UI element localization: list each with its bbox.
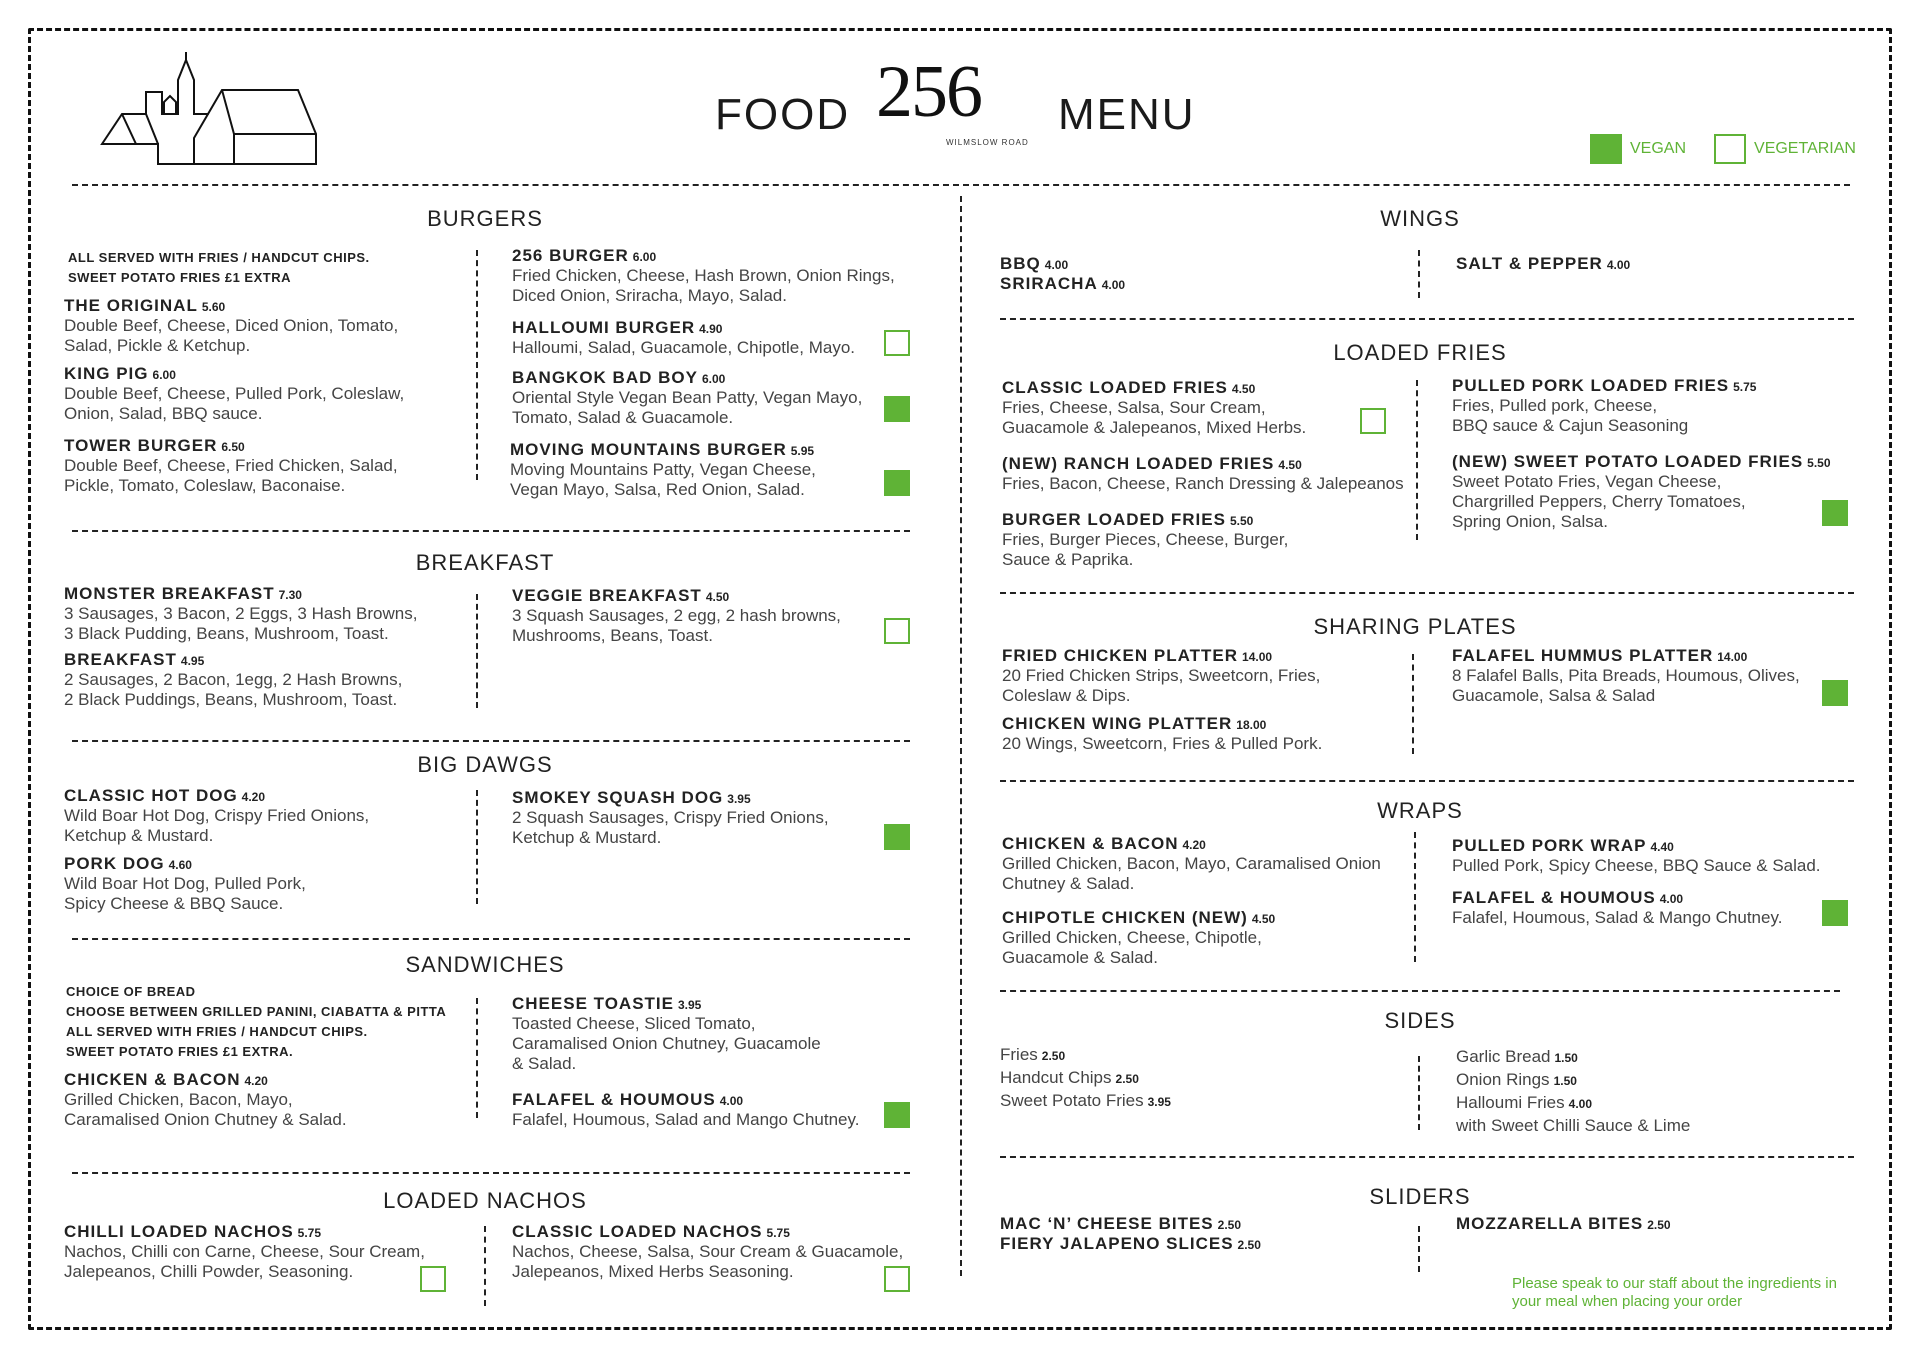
menu-item: CHILLI LOADED NACHOS 5.75 Nachos, Chilli con Carne, Cheese, Sour Cream, Jalepeanos, Chilli Powder, Seasoning.: [64, 1222, 425, 1281]
menu-item: CLASSIC LOADED NACHOS 5.75 Nachos, Cheese, Salsa, Sour Cream & Guacamole, Jalepeanos, Mixed Herbs Seasoning.: [512, 1222, 904, 1281]
divider: [1000, 780, 1854, 782]
menu-item: 256 BURGER 6.00 Fried Chicken, Cheese, Hash Brown, Onion Rings, Diced Onion, Sriracha, Mayo, Salad.: [512, 246, 895, 305]
vegetarian-marker-icon: [1360, 408, 1386, 434]
divider: [1000, 1156, 1854, 1158]
divider: [1000, 592, 1854, 594]
section-title-burgers: BURGERS: [427, 206, 543, 231]
divider: [72, 740, 910, 742]
section-title-wraps: WRAPS: [1377, 798, 1463, 823]
menu-item: CHICKEN WING PLATTER 18.00 20 Wings, Sweetcorn, Fries & Pulled Pork.: [1002, 714, 1323, 753]
menu-item: FRIED CHICKEN PLATTER 14.00 20 Fried Chicken Strips, Sweetcorn, Fries, Coleslaw & Dips.: [1002, 646, 1321, 705]
vegan-marker-icon: [884, 470, 910, 496]
menu-item: CHEESE TOASTIE 3.95 Toasted Cheese, Sliced Tomato, Caramalised Onion Chutney, Guacamole & Salad.: [512, 994, 821, 1073]
vegetarian-marker-icon: [884, 618, 910, 644]
legend-vegetarian: VEGETARIAN: [1754, 140, 1856, 157]
breakfast-divider: [476, 594, 478, 708]
section-title-sandwiches: SANDWICHES: [405, 952, 565, 977]
vegan-marker-icon: [1822, 680, 1848, 706]
menu-item: FALAFEL HUMMUS PLATTER 14.00 8 Falafel Balls, Pita Breads, Houmous, Olives, Guacamole, Salsa & Salad: [1452, 646, 1800, 705]
divider: [1000, 990, 1840, 992]
logo-number: 256: [876, 51, 981, 133]
menu-item: CLASSIC HOT DOG 4.20 Wild Boar Hot Dog, Crispy Fried Onions, Ketchup & Mustard.: [64, 786, 370, 845]
section-title-breakfast: BREAKFAST: [415, 550, 555, 575]
menu-item: BBQ 4.00 SRIRACHA 4.00: [1000, 254, 1126, 293]
legend-vegan: VEGAN: [1630, 140, 1687, 157]
vegetarian-marker-icon: [884, 1266, 910, 1292]
vegan-marker-icon: [884, 1102, 910, 1128]
brand-logo: [870, 50, 1040, 170]
divider: [72, 1172, 910, 1174]
divider: [72, 938, 910, 940]
menu-item: HALLOUMI BURGER 4.90 Halloumi, Salad, Guacamole, Chipotle, Mayo.: [512, 318, 855, 357]
wraps-divider: [1414, 832, 1416, 962]
menu-item: BREAKFAST 4.95 2 Sausages, 2 Bacon, 1egg, 2 Hash Browns, 2 Black Puddings, Beans, Mushroom, Toast.: [64, 650, 403, 709]
menu-item: FALAFEL & HOUMOUS 4.00 Falafel, Houmous, Salad & Mango Chutney.: [1452, 888, 1783, 927]
logo-subtitle: WILMSLOW ROAD: [946, 138, 1029, 147]
vegan-marker-icon: [1822, 500, 1848, 526]
vegetarian-marker-icon: [420, 1266, 446, 1292]
menu-item: MOZZARELLA BITES 2.50: [1456, 1214, 1671, 1233]
menu-header: [60, 44, 1860, 174]
menu-item: BANGKOK BAD BOY 6.00 Oriental Style Vegan Bean Patty, Vegan Mayo, Tomato, Salad & Guacamole.: [512, 368, 863, 427]
menu-item: TOWER BURGER 6.50 Double Beef, Cheese, Fried Chicken, Salad, Pickle, Tomato, Coleslaw, Baconaise.: [64, 436, 398, 495]
section-title-big-dawgs: BIG DAWGS: [417, 752, 553, 777]
divider: [72, 530, 910, 532]
column-divider: [960, 196, 962, 1276]
menu-item: (NEW) SWEET POTATO LOADED FRIES 5.50 Sweet Potato Fries, Vegan Cheese, Chargrilled Peppers, Cherry Tomatoes, Spring Onion, Salsa.: [1452, 452, 1831, 531]
section-title-sides: SIDES: [1384, 1008, 1456, 1033]
sandwiches-fries-note: ALL SERVED WITH FRIES / HANDCUT CHIPS. SWEET POTATO FRIES £1 EXTRA.: [66, 1024, 368, 1059]
dawgs-divider: [476, 790, 478, 904]
allergen-note: Please speak to our staff about the ingredients in your meal when placing your order: [1512, 1275, 1837, 1310]
section-title-loaded-nachos: LOADED NACHOS: [383, 1188, 587, 1213]
sharing-divider: [1412, 654, 1414, 754]
burgers-note: ALL SERVED WITH FRIES / HANDCUT CHIPS. SWEET POTATO FRIES £1 EXTRA: [68, 250, 370, 285]
menu-item: MAC ‘N’ CHEESE BITES 2.50 FIERY JALAPENO SLICES 2.50: [1000, 1214, 1261, 1253]
menu-item: VEGGIE BREAKFAST 4.50 3 Squash Sausages, 2 egg, 2 hash browns, Mushrooms, Beans, Toast.: [512, 586, 841, 645]
sides-list-right: Garlic Bread 1.50 Onion Rings 1.50 Halloumi Fries 4.00 with Sweet Chilli Sauce & Lime: [1456, 1047, 1691, 1135]
menu-item: MONSTER BREAKFAST 7.30 3 Sausages, 3 Bacon, 2 Eggs, 3 Hash Browns, 3 Black Pudding, Beans, Mushroom, Toast.: [64, 584, 418, 643]
menu-item: PORK DOG 4.60 Wild Boar Hot Dog, Pulled Pork, Spicy Cheese & BBQ Sauce.: [64, 854, 306, 913]
sandwiches-bread-note: CHOICE OF BREAD CHOOSE BETWEEN GRILLED PANINI, CIABATTA & PITTA: [66, 984, 447, 1019]
divider: [72, 184, 1850, 186]
burgers-divider: [476, 250, 478, 480]
building-logo-icon: [98, 50, 318, 168]
diet-legend: [1590, 134, 1876, 164]
section-title-wings: WINGS: [1380, 206, 1460, 231]
menu-item: FALAFEL & HOUMOUS 4.00 Falafel, Houmous, Salad and Mango Chutney.: [512, 1090, 860, 1129]
menu-item: CLASSIC LOADED FRIES 4.50 Fries, Cheese, Salsa, Sour Cream, Guacamole & Jalepeanos, Mixed Herbs.: [1002, 378, 1307, 437]
menu-item: KING PIG 6.00 Double Beef, Cheese, Pulled Pork, Coleslaw, Onion, Salad, BBQ sauce.: [64, 364, 405, 423]
vegetarian-marker-icon: [884, 330, 910, 356]
menu-item: MOVING MOUNTAINS BURGER 5.95 Moving Mountains Patty, Vegan Cheese, Vegan Mayo, Salsa, Red Onion, Salad.: [510, 440, 816, 499]
menu-item: CHIPOTLE CHICKEN (NEW) 4.50 Grilled Chicken, Cheese, Chipotle, Guacamole & Salad.: [1002, 908, 1276, 967]
fries-divider: [1416, 380, 1418, 540]
vegan-marker-icon: [884, 396, 910, 422]
vegetarian-swatch-icon: [1714, 134, 1746, 164]
menu-item: PULLED PORK WRAP 4.40 Pulled Pork, Spicy Cheese, BBQ Sauce & Salad.: [1452, 836, 1821, 875]
menu-item: PULLED PORK LOADED FRIES 5.75 Fries, Pulled pork, Cheese, BBQ sauce & Cajun Seasoning: [1452, 376, 1757, 435]
sandwiches-divider: [476, 998, 478, 1118]
section-title-loaded-fries: LOADED FRIES: [1333, 340, 1507, 365]
menu-item: SMOKEY SQUASH DOG 3.95 2 Squash Sausages, Crispy Fried Onions, Ketchup & Mustard.: [512, 788, 829, 847]
menu-item: (NEW) RANCH LOADED FRIES 4.50 Fries, Bacon, Cheese, Ranch Dressing & Jalepeanos: [1002, 454, 1404, 493]
menu-item: CHICKEN & BACON 4.20 Grilled Chicken, Bacon, Mayo, Caramalised Onion Chutney & Salad.: [1002, 834, 1381, 893]
menu-item: BURGER LOADED FRIES 5.50 Fries, Burger Pieces, Cheese, Burger, Sauce & Paprika.: [1002, 510, 1289, 569]
vegan-swatch-icon: [1590, 134, 1622, 164]
menu-item: THE ORIGINAL 5.60 Double Beef, Cheese, Diced Onion, Tomato, Salad, Pickle & Ketchup.: [64, 296, 399, 355]
title-food: FOOD: [715, 90, 851, 139]
vegan-marker-icon: [1822, 900, 1848, 926]
menu-item: SALT & PEPPER 4.00: [1456, 254, 1631, 273]
vegan-marker-icon: [884, 824, 910, 850]
section-title-sharing-plates: SHARING PLATES: [1313, 614, 1517, 639]
sliders-divider: [1418, 1226, 1420, 1272]
divider: [1000, 318, 1854, 320]
section-title-sliders: SLIDERS: [1369, 1184, 1471, 1209]
sides-divider: [1418, 1056, 1420, 1130]
nachos-divider: [484, 1226, 486, 1306]
title-menu: MENU: [1058, 90, 1196, 139]
sides-list-left: Fries 2.50 Handcut Chips 2.50 Sweet Potato Fries 3.95: [1000, 1045, 1171, 1110]
wings-divider: [1418, 250, 1420, 298]
menu-item: CHICKEN & BACON 4.20 Grilled Chicken, Bacon, Mayo, Caramalised Onion Chutney & Salad.: [64, 1070, 347, 1129]
